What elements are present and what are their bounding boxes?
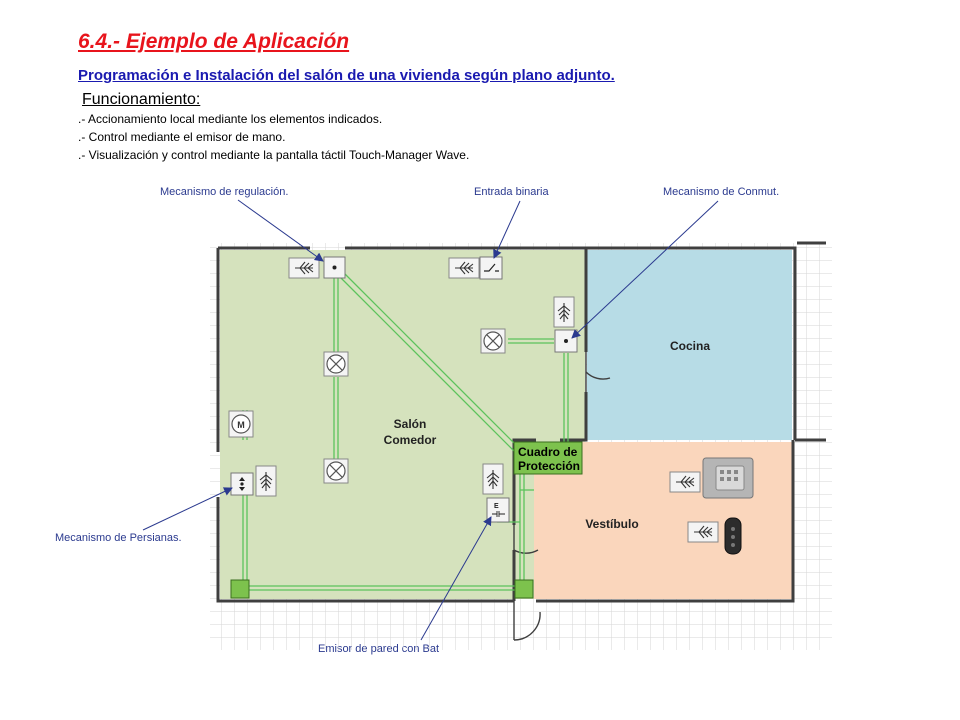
room-label-cocina: Cocina [669,339,711,353]
description-line-2: .- Control mediante el emisor de mano. [78,130,286,144]
ir-sensor-emisor-icon [483,464,503,494]
annotation-regulacion: Mecanismo de regulación. [160,186,289,198]
description-line-3: .- Visualización y control mediante la pantalla táctil Touch-Manager Wave. [78,148,470,162]
annotation-binaria: Entrada binaria [474,186,549,198]
description-line-1: .- Accionamiento local mediante los elementos indicados. [78,112,383,126]
lamp-kitchen-entry-icon [481,329,505,353]
lamp-salon-2-icon [324,459,348,483]
lamp-salon-1-icon [324,352,348,376]
room-label-comedor: Comedor [383,433,437,447]
ir-sensor-regulacion-icon [289,258,319,278]
annotation-conmut: Mecanismo de Conmut. [663,186,780,198]
room-label-salon: Salón [393,417,427,431]
wall-transmitter-label: E [494,503,499,510]
motor-label: M [237,420,245,430]
room-label-vestibulo: Vestíbulo [585,517,639,531]
page-title: 6.4.- Ejemplo de Aplicación [78,30,350,53]
page-subtitle: Programación e Instalación del salón de una vivienda según plano adjunto. [78,67,615,84]
section-label: Funcionamiento: [82,91,201,108]
cuadro-label-1: Cuadro de [518,445,578,459]
ir-sensor-persianas-icon [256,466,276,496]
ir-sensor-remote-icon [688,522,718,542]
bus-terminal-right [515,580,533,598]
ir-sensor-binaria-icon [449,258,479,278]
ir-sensor-touch-manager-icon [670,472,700,492]
bus-terminal-left [231,580,249,598]
annotation-persianas: Mecanismo de Persianas. [55,532,182,544]
ir-sensor-conmut-icon [554,297,574,327]
cuadro-label-2: Protección [518,459,581,473]
